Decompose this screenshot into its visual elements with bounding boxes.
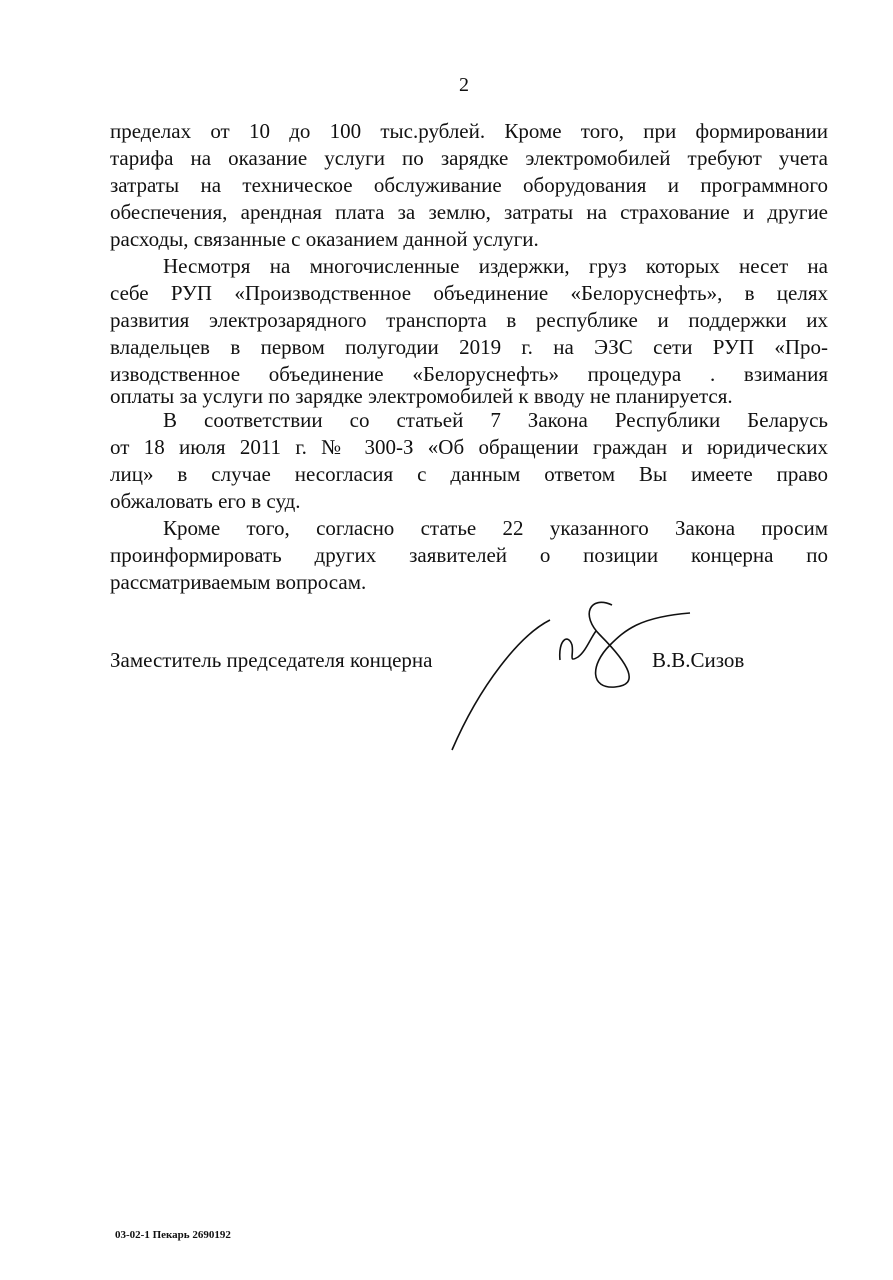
text-line: Несмотря на многочисленные издержки, груз которых несет на <box>163 254 828 278</box>
signatory-name: В.В.Сизов <box>652 648 745 672</box>
text-line: владельцев в первом полугодии 2019 г. на ЭЗС сети РУП «Про- <box>110 335 828 359</box>
text-line: расходы, связанные с оказанием данной услуги. <box>110 227 539 251</box>
text-line: обеспечения, арендная плата за землю, затраты на страхование и другие <box>110 200 828 224</box>
text-line: Кроме того, согласно статье 22 указанного Закона просим <box>163 516 828 540</box>
text-line: проинформировать других заявителей о позиции концерна по <box>110 543 828 567</box>
text-line: от 18 июля 2011 г. № 300-З «Об обращении граждан и юридических <box>110 435 828 459</box>
text-line: лиц» в случае несогласия с данным ответом Вы имеете право <box>110 462 828 486</box>
text-line: пределах от 10 до 100 тыс.рублей. Кроме того, при формировании <box>110 119 828 143</box>
page-number: 2 <box>459 74 469 96</box>
text-line: затраты на техническое обслуживание оборудования и программного <box>110 173 828 197</box>
signatory-title: Заместитель председателя концерна <box>110 648 433 672</box>
text-line: обжаловать его в суд. <box>110 489 301 513</box>
text-line: оплаты за услуги по зарядке электромобилей к вводу не планируется. <box>110 384 733 408</box>
text-line: себе РУП «Производственное объединение «Белоруснефть», в целях <box>110 281 828 305</box>
footer-reference: 03-02-1 Пекарь 2690192 <box>115 1229 231 1241</box>
text-line: рассматриваемым вопросам. <box>110 570 367 594</box>
text-line: тарифа на оказание услуги по зарядке электромобилей требуют учета <box>110 146 828 170</box>
text-line: изводственное объединение «Белоруснефть» процедура . взимания <box>110 362 828 386</box>
handwritten-signature <box>440 595 700 755</box>
text-line: В соответствии со статьей 7 Закона Республики Беларусь <box>163 408 828 432</box>
text-line: развития электрозарядного транспорта в республике и поддержки их <box>110 308 828 332</box>
